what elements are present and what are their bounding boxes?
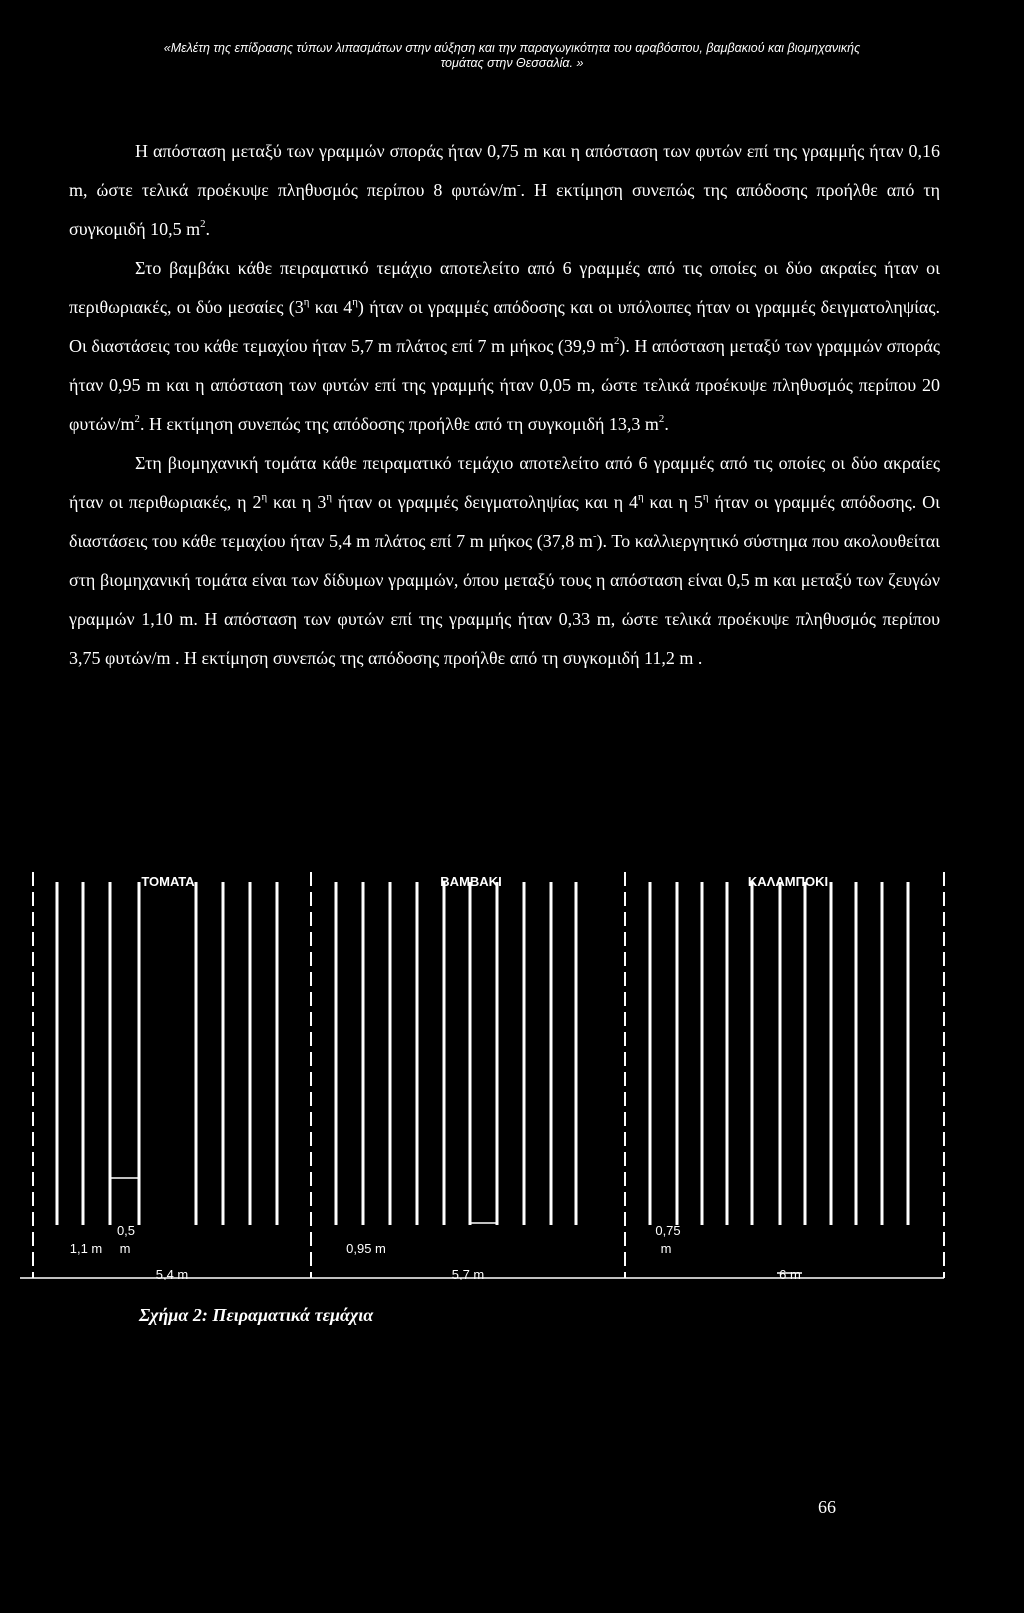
tomato-twin-gap-value: 0,5 [116, 1223, 136, 1238]
text-run: και η 5 [643, 492, 703, 512]
superscript: η [352, 295, 358, 308]
superscript: 2 [200, 217, 206, 230]
superscript: η [261, 490, 268, 503]
paragraph-cotton [69, 249, 940, 444]
corn-width-label: 6 m [779, 1267, 801, 1280]
cotton-width-label: 5,7 m [451, 1267, 485, 1280]
text-run: ). Το καλλιεργητικό σύστημα που ακολουθείται στη βιομηχανική τομάτα είναι των δίδυμων γραμμών, όπου μεταξύ τους η απόσταση είναι 0,5 m και μεταξύ των ζευγών γραμμών 1,10 m. Η απόσταση των φυτών επί της γραμμής ήταν 0,33 m, ώστε τελικά προέκυψε πληθυσμός περίπου 3,75 φυτών/m . Η εκτίμηση συνεπώς της απόδοσης προήλθε από τη συγκομιδή 11,2 m . [69, 531, 940, 668]
figure-caption: Σχήμα 2: Πειραματικά τεμάχια [139, 1305, 374, 1325]
plot-layout-figure [0, 860, 1024, 1280]
superscript: η [303, 295, 310, 308]
page-number: 66 [818, 1497, 836, 1517]
running-header [40, 41, 984, 71]
text-run: Στη βιομηχανική τομάτα κάθε πειραματικό τεμάχιο αποτελείτο από 6 γραμμές από τις οποίες οι δύο ακραίες ήταν οι περιθωριακές, η 2 [69, 453, 940, 512]
tomato-pair-gap-label: 1,1 m [69, 1241, 103, 1256]
corn-row-gap-value: 0,75 [655, 1223, 681, 1238]
text-run: ήταν οι γραμμές δειγματοληψίας και η 4 [332, 492, 638, 512]
superscript: - [592, 529, 597, 542]
text-run: ήταν οι γραμμές απόδοσης. Οι διαστάσεις του κάθε τεμαχίου ήταν 5,4 m πλάτος επί 7 m μήκος (37,8 m [69, 492, 940, 551]
corn-plot-title: ΚΑΛΑΜΠΟΚΙ [747, 874, 829, 889]
superscript: 2 [613, 334, 620, 347]
text-run: Στο βαμβάκι κάθε πειραματικό τεμάχιο αποτελείτο από 6 γραμμές από τις οποίες οι δύο ακραίες ήταν οι περιθωριακές, οι δύο μεσαίες (3 [69, 258, 940, 317]
paragraph-corn [69, 132, 940, 249]
body-text [69, 132, 940, 678]
corn-row-gap-unit: m [660, 1241, 672, 1256]
superscript: 2 [658, 412, 665, 425]
cotton-plot-title: ΒΑΜΒΑΚΙ [440, 874, 502, 889]
plot-row-lines [20, 872, 944, 1278]
text-run: . [205, 219, 211, 239]
cotton-row-gap-label: 0,95 m [346, 1241, 386, 1256]
superscript: - [516, 178, 521, 191]
superscript: η [326, 490, 333, 503]
running-header-line-2: τομάτας στην Θεσσαλία. » [440, 56, 584, 70]
text-run: Η απόσταση μεταξύ των γραμμών σποράς ήταν 0,75 m και η απόσταση των φυτών επί της γραμμής ήταν 0,16 m, ώστε τελικά προέκυψε πληθυσμός περίπου 8 φυτών/m [69, 141, 940, 200]
tomato-width-label: 5,4 m [155, 1267, 189, 1280]
superscript: η [638, 490, 644, 503]
text-run: . [664, 414, 669, 434]
text-run: . Η εκτίμηση συνεπώς της απόδοσης προήλθε από τη συγκομιδή 13,3 m [139, 414, 659, 434]
superscript: 2 [134, 412, 140, 425]
text-run: και η 3 [267, 492, 327, 512]
running-header-line-1: «Μελέτη της επίδρασης τύπων λιπασμάτων στην αύξηση και την παραγωγικότητα του αραβόσιτου, βαμβακιού και βιομηχανικής [163, 41, 861, 55]
text-run: και 4 [309, 297, 353, 317]
tomato-plot-title: ΤΟΜΑΤΑ [141, 874, 195, 889]
text-run: ) ήταν οι γραμμές απόδοσης και οι υπόλοιπες ήταν οι γραμμές δειγματοληψίας. Οι διαστάσεις του κάθε τεμαχίου ήταν 5,7 m πλάτος επί 7 m μήκος (39,9 m [69, 297, 940, 356]
paragraph-tomato [69, 444, 940, 678]
tomato-twin-gap-unit: m [119, 1241, 131, 1256]
superscript: η [702, 490, 709, 503]
text-run: ). Η απόσταση μεταξύ των γραμμών σποράς ήταν 0,95 m και η απόσταση των φυτών επί της γραμμής ήταν 0,05 m, ώστε τελικά προέκυψε πληθυσμός περίπου 20 φυτών/m [69, 336, 940, 434]
text-run: . Η εκτίμηση συνεπώς της απόδοσης προήλθε από τη συγκομιδή 10,5 m [69, 180, 940, 239]
